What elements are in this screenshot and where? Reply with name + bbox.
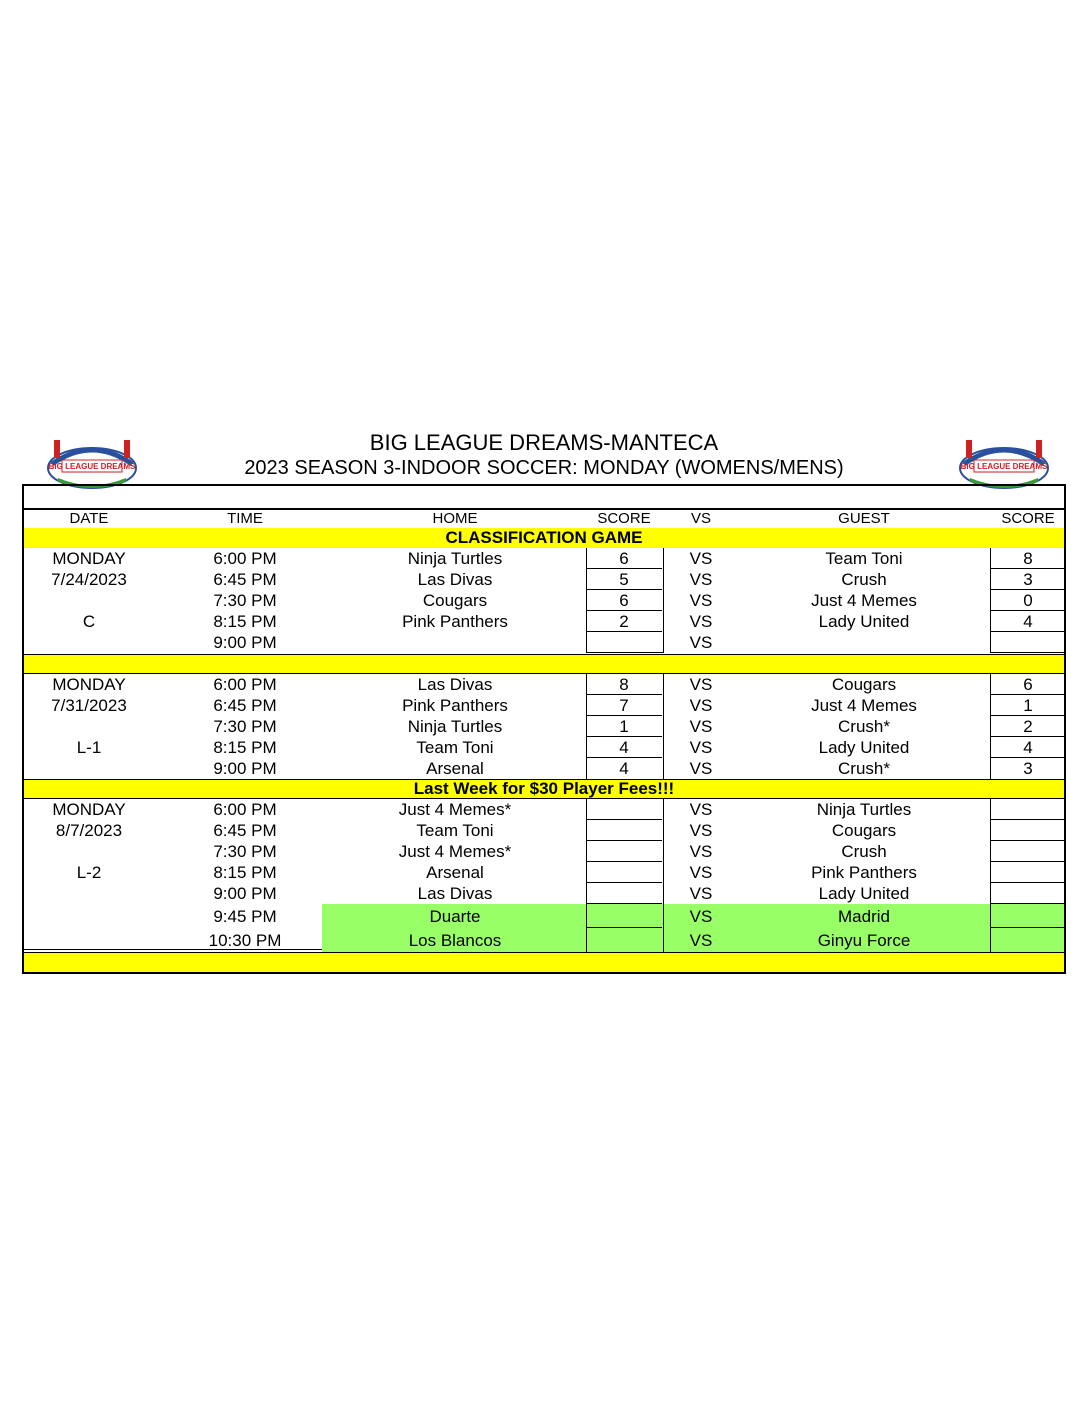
guest-score[interactable]	[990, 820, 1066, 841]
guest-team: Ginyu Force	[817, 931, 911, 950]
home-team: Los Blancos	[408, 931, 502, 950]
svg-text:BIG LEAGUE DREAMS: BIG LEAGUE DREAMS	[960, 462, 1048, 471]
home-team: Cougars	[422, 591, 488, 610]
home-score[interactable]	[586, 799, 662, 820]
vs-label: VS	[689, 675, 713, 694]
week-code: L-2	[76, 863, 102, 882]
vs-label: VS	[689, 717, 713, 736]
home-team: Las Divas	[417, 675, 493, 694]
guest-team	[738, 632, 990, 653]
guest-score: 4	[990, 737, 1066, 758]
guest-team: Lady United	[818, 884, 910, 903]
vs-label: VS	[689, 759, 713, 778]
week-code: C	[82, 612, 96, 631]
table-row	[24, 737, 1064, 758]
guest-team: Crush	[841, 570, 887, 589]
home-score[interactable]	[586, 906, 662, 928]
guest-score[interactable]	[990, 841, 1066, 862]
game-time: 9:00 PM	[213, 759, 277, 778]
table-row	[24, 883, 1064, 904]
vs-label: VS	[689, 821, 713, 840]
table-row	[24, 611, 1064, 632]
home-score: 5	[586, 569, 662, 590]
vs-label: VS	[689, 931, 713, 950]
table-row	[24, 695, 1064, 716]
home-score: 6	[586, 590, 662, 611]
table-row	[24, 799, 1064, 820]
vs-label: VS	[689, 612, 713, 631]
vs-label: VS	[689, 696, 713, 715]
vs-label: VS	[689, 738, 713, 757]
home-score: 8	[586, 674, 662, 695]
week-day: MONDAY	[52, 549, 126, 568]
guest-score: 6	[990, 674, 1066, 695]
guest-team: Crush*	[838, 759, 890, 778]
guest-score: 3	[1023, 759, 1033, 778]
game-time: 6:45 PM	[213, 821, 277, 840]
guest-team: Just 4 Memes	[811, 591, 917, 610]
game-time: 9:00 PM	[213, 884, 277, 903]
week-date: 7/24/2023	[51, 570, 127, 589]
home-score[interactable]	[586, 820, 662, 841]
col-header-home-score: SCORE	[597, 510, 651, 527]
game-time: 8:15 PM	[213, 738, 277, 757]
guest-team: Team Toni	[825, 549, 903, 568]
week-day: MONDAY	[52, 675, 126, 694]
col-header-guest: GUEST	[838, 510, 890, 527]
home-team: Just 4 Memes*	[398, 800, 512, 819]
table-header-row	[24, 508, 1064, 530]
guest-score[interactable]	[990, 862, 1066, 883]
table-row	[24, 590, 1064, 611]
week-date: 8/7/2023	[55, 821, 123, 840]
home-team: Duarte	[429, 907, 481, 926]
home-score: 2	[586, 611, 662, 632]
game-time: 9:45 PM	[213, 907, 277, 926]
col-header-home: HOME	[432, 510, 478, 527]
vs-label: VS	[689, 633, 713, 652]
table-row	[24, 862, 1064, 883]
home-score: 1	[586, 716, 662, 737]
home-score[interactable]	[586, 883, 662, 904]
classification-banner: CLASSIFICATION GAME	[24, 528, 1064, 548]
vs-label: VS	[689, 884, 713, 903]
home-team: Just 4 Memes*	[398, 842, 512, 861]
col-header-vs: VS	[690, 510, 711, 527]
guest-score[interactable]	[990, 930, 1066, 952]
guest-score[interactable]	[990, 906, 1066, 928]
vs-label: VS	[689, 591, 713, 610]
guest-score: 4	[990, 611, 1066, 632]
table-row	[24, 841, 1064, 862]
schedule-table	[22, 486, 1066, 974]
home-score: 4	[619, 759, 629, 778]
home-team: Las Divas	[417, 884, 493, 903]
page-title: BIG LEAGUE DREAMS-MANTECA	[369, 430, 719, 455]
home-team: Ninja Turtles	[407, 717, 503, 736]
vs-label: VS	[689, 570, 713, 589]
game-time: 6:45 PM	[213, 570, 277, 589]
vs-label: VS	[689, 842, 713, 861]
game-time: 9:00 PM	[213, 633, 277, 652]
table-row	[24, 716, 1064, 737]
table-row	[24, 758, 1064, 779]
guest-team: Ninja Turtles	[816, 800, 912, 819]
table-row	[24, 906, 1064, 928]
home-team: Arsenal	[426, 759, 484, 778]
home-score[interactable]	[586, 862, 662, 883]
week-day: MONDAY	[52, 800, 126, 819]
table-row	[24, 930, 1064, 952]
footer-bar	[24, 952, 1064, 972]
home-score	[586, 632, 662, 653]
game-time: 6:00 PM	[213, 800, 277, 819]
week-code: L-1	[76, 738, 102, 757]
game-time: 8:15 PM	[213, 863, 277, 882]
col-header-time: TIME	[227, 510, 263, 527]
page-subtitle: 2023 SEASON 3-INDOOR SOCCER: MONDAY (WOMENS/MENS)	[244, 457, 844, 479]
game-time: 6:00 PM	[213, 549, 277, 568]
col-header-date: DATE	[69, 510, 109, 527]
guest-team: Crush*	[838, 717, 890, 736]
game-time: 7:30 PM	[213, 842, 277, 861]
game-time: 10:30 PM	[208, 931, 282, 950]
guest-team: Lady United	[818, 612, 910, 631]
guest-score: 0	[990, 590, 1066, 611]
week-separator	[24, 654, 1064, 674]
vs-label: VS	[689, 907, 713, 926]
home-score: 4	[586, 737, 662, 758]
home-team: Arsenal	[426, 863, 484, 882]
game-time: 7:30 PM	[213, 591, 277, 610]
home-score: 7	[586, 695, 662, 716]
home-team: Team Toni	[416, 738, 494, 757]
home-score[interactable]	[586, 841, 662, 862]
table-row	[24, 632, 1064, 653]
vs-label: VS	[689, 863, 713, 882]
player-fees-banner: Last Week for $30 Player Fees!!!	[24, 779, 1064, 799]
svg-text:BIG LEAGUE DREAMS: BIG LEAGUE DREAMS	[48, 462, 136, 471]
home-team: Las Divas	[417, 570, 493, 589]
guest-score: 1	[990, 695, 1066, 716]
table-row	[24, 548, 1064, 569]
guest-score: 8	[990, 548, 1066, 569]
table-row	[24, 674, 1064, 695]
home-team: Pink Panthers	[402, 612, 508, 631]
week-date: 7/31/2023	[51, 696, 127, 715]
table-row	[24, 569, 1064, 590]
guest-team: Cougars	[831, 675, 897, 694]
game-time: 6:00 PM	[213, 675, 277, 694]
guest-score[interactable]	[990, 799, 1066, 820]
game-time: 7:30 PM	[213, 717, 277, 736]
guest-score: 3	[990, 569, 1066, 590]
guest-team: Pink Panthers	[811, 863, 917, 882]
guest-team: Madrid	[838, 907, 890, 926]
home-team: Ninja Turtles	[407, 549, 503, 568]
game-time: 6:45 PM	[213, 696, 277, 715]
home-team: Team Toni	[416, 821, 494, 840]
page-header	[0, 430, 1088, 480]
guest-score[interactable]	[990, 883, 1066, 904]
home-team: Pink Panthers	[402, 696, 508, 715]
table-row	[24, 820, 1064, 841]
vs-label: VS	[689, 800, 713, 819]
guest-team: Cougars	[831, 821, 897, 840]
game-time: 8:15 PM	[213, 612, 277, 631]
home-score: 6	[586, 548, 662, 569]
home-score[interactable]	[586, 930, 662, 952]
guest-team: Lady United	[818, 738, 910, 757]
guest-score: 2	[990, 716, 1066, 737]
guest-team: Just 4 Memes	[811, 696, 917, 715]
guest-team: Crush	[841, 842, 887, 861]
col-header-guest-score: SCORE	[1001, 510, 1055, 527]
vs-label: VS	[689, 549, 713, 568]
guest-score	[990, 632, 1066, 653]
home-team	[324, 632, 586, 653]
